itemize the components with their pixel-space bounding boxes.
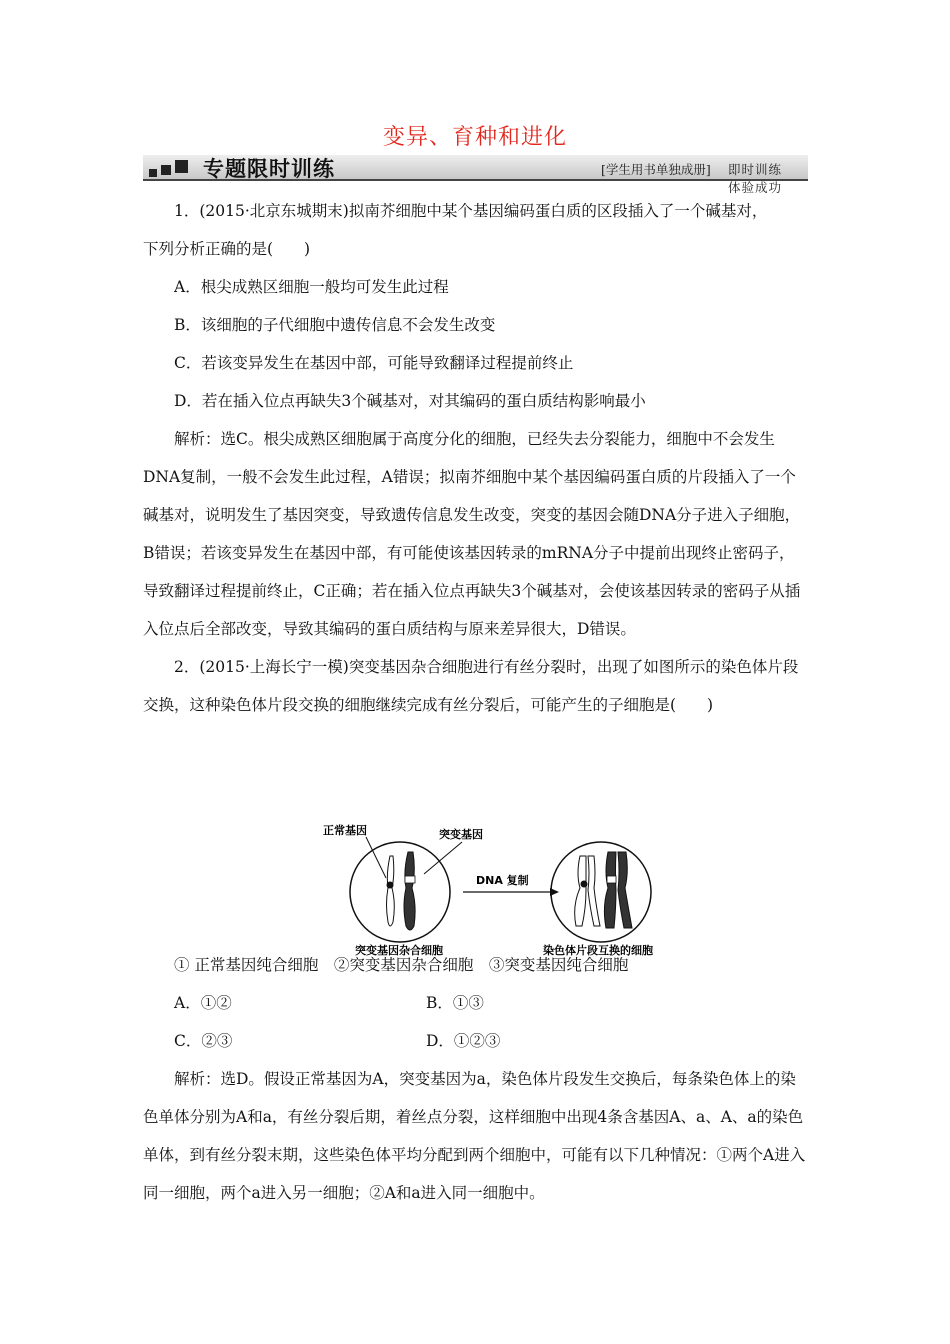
pointer-normal — [366, 837, 386, 878]
banner-right-text: 即时训练 体验成功 — [728, 162, 796, 195]
q1-option-d: D．若在插入位点再缺失3个碱基对，对其编码的蛋白质结构影响最小 — [174, 392, 646, 410]
q2-options-row2 — [143, 1022, 808, 1060]
chromosome-diagram — [318, 822, 678, 956]
chromatid-3 — [604, 852, 616, 928]
chromosome-figure — [318, 822, 678, 956]
cell-right — [551, 842, 651, 942]
gene-dot-right — [581, 881, 588, 888]
caption-right: 染色体片段互换的细胞 — [543, 944, 653, 956]
q1-option-c: C．若该变异发生在基因中部，可能导致翻译过程提前终止 — [174, 354, 574, 372]
q1-stem-line1: 1．(2015·北京东城期末)拟南芥细胞中某个基因编码蛋白质的区段插入了一个碱基对， — [174, 202, 768, 220]
q2-option-a: A．①② — [174, 994, 232, 1012]
q2-option-d: D．①②③ — [426, 1032, 501, 1050]
swapped-band — [607, 876, 616, 883]
q2-choices: ① 正常基因纯合细胞 ②突变基因杂合细胞 ③突变基因纯合细胞 — [174, 956, 629, 974]
chromatid-4 — [618, 852, 632, 928]
q2-analysis: 解析：选D。假设正常基因为A，突变基因为a，染色体片段发生交换后，每条染色体上的染色单体分别为A和a，有丝分裂后期，着丝点分裂，这样细胞中出现4条含基因A、a、A、a的染色单体，到有丝分裂末期，这些染色体平均分配到两个细胞中，可能有以下几种情况：①两个A进入同一细胞，两个a进入另一细胞；②A和a进入同一细胞中。 — [143, 1070, 806, 1202]
q1-stem-line2: 下列分析正确的是( ) — [143, 240, 311, 258]
chromosome-normal — [387, 856, 395, 926]
q2-options-row1 — [143, 984, 808, 1022]
question-2-options — [143, 946, 808, 1212]
q2-stem: 2．(2015·上海长宁一模)突变基因杂合细胞进行有丝分裂时，出现了如图所示的染色体片段交换，这种染色体片段交换的细胞继续完成有丝分裂后，可能产生的子细胞是( ) — [143, 658, 799, 714]
banner-heading: 专题限时训练 — [203, 157, 335, 181]
chromatid-2 — [588, 856, 600, 926]
q2-option-c: C．②③ — [174, 1032, 233, 1050]
page-title: 变异、育种和进化 — [382, 125, 567, 150]
gene-dot-normal — [387, 882, 394, 889]
section-banner — [143, 151, 808, 195]
chromosome-mutant — [404, 852, 415, 930]
q1-analysis: 解析：选C。根尖成熟区细胞属于高度分化的细胞，已经失去分裂能力，细胞中不会发生DNA复制，一般不会发生此过程，A错误；拟南芥细胞中某个基因编码蛋白质的片段插入了一个碱基对，说明发生了基因突变，导致遗传信息发生改变，突变的基因会随DNA分子进入子细胞，B错误；若该变异发生在基因中部，有可能使该基因转录的mRNA分子中提前出现终止密码子，导致翻译过程提前终止，C正确；若在插入位点再缺失3个碱基对，会使该基因转录的密码子从插入位点后全部改变，导致其编码的蛋白质结构与原来差异很大，D错误。 — [143, 430, 801, 638]
arrow-label: DNA 复制 — [476, 874, 529, 887]
banner-note: [学生用书单独成册] — [601, 162, 711, 177]
cell-left — [350, 842, 450, 942]
q2-option-b: B．①③ — [426, 994, 484, 1012]
label-mutant-gene: 突变基因 — [439, 828, 483, 841]
caption-left: 突变基因杂合细胞 — [355, 944, 443, 956]
q1-option-a: A．根尖成熟区细胞一般均可发生此过程 — [174, 278, 449, 296]
gene-band-mutant — [405, 876, 415, 883]
pointer-mutant — [424, 842, 462, 874]
chromatid-1 — [575, 856, 586, 926]
label-normal-gene: 正常基因 — [323, 824, 367, 837]
q1-option-b: B．该细胞的子代细胞中遗传信息不会发生改变 — [174, 316, 496, 334]
question-1 — [143, 192, 808, 724]
